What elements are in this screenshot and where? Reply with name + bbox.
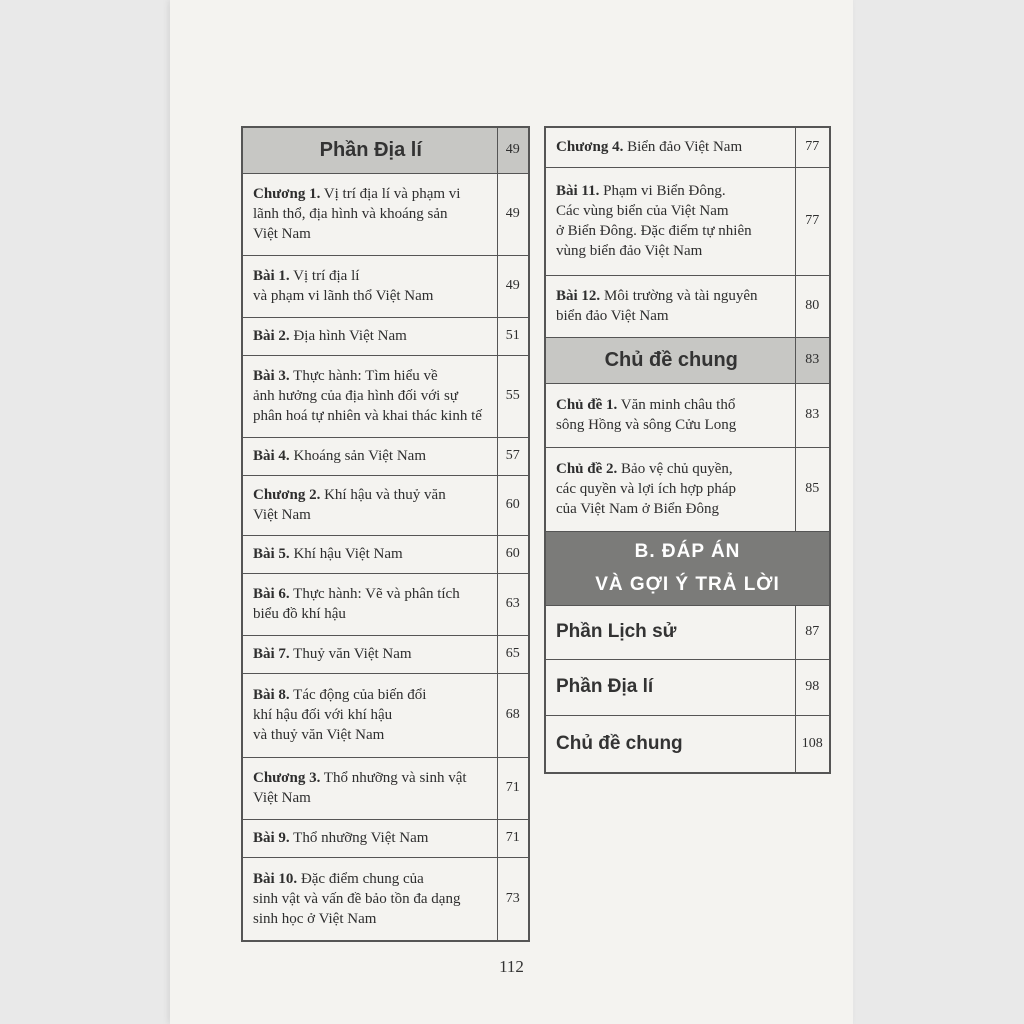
toc-table-right [544, 126, 831, 774]
entry-label: Chương 4. [556, 139, 624, 156]
page-ref: 49 [497, 173, 529, 255]
page-ref: 68 [497, 673, 529, 757]
page-ref: 63 [497, 573, 529, 635]
page-ref: 65 [497, 635, 529, 673]
toc-row [545, 659, 830, 715]
toc-section-header [545, 337, 830, 383]
toc-row [242, 317, 529, 355]
page-ref: 55 [497, 355, 529, 437]
toc-row [545, 383, 830, 447]
toc-row [545, 167, 830, 275]
entry-text: Thực hành: Vẽ và phân tích biểu đồ khí hậu [253, 586, 460, 622]
section-title: Chủ đề chung [545, 337, 795, 383]
toc-row [242, 857, 529, 941]
entry-text: Phạm vi Biển Đông. Các vùng biển của Việt Nam ở Biển Đông. Đặc điểm tự nhiên vùng biển đảo Việt Nam [556, 183, 752, 259]
page-ref: 51 [497, 317, 529, 355]
page-ref: 87 [795, 605, 830, 659]
toc-row [242, 355, 529, 437]
entry-text: Biển đảo Việt Nam [623, 139, 743, 156]
entry-text: Vị trí địa lí và phạm vi lãnh thổ Việt Nam [253, 268, 434, 304]
entry-label: Chương 2. [253, 487, 321, 503]
page-ref: 73 [497, 857, 529, 941]
entry-label: Chương 3. [253, 770, 321, 786]
entry-label: Bài 12. [556, 288, 601, 304]
entry-title: Phần Địa lí [545, 659, 795, 715]
entry-label: Bài 5. [253, 546, 290, 562]
page-ref: 60 [497, 535, 529, 573]
page-ref: 71 [497, 757, 529, 819]
entry-label: Chủ đề 2. [556, 461, 618, 477]
page-ref: 71 [497, 819, 529, 857]
entry-text: Môi trường và tài nguyên biển đảo Việt Nam [556, 288, 758, 324]
toc-row [242, 437, 529, 475]
entry-text: Thổ nhưỡng Việt Nam [289, 830, 429, 846]
page-ref: 77 [795, 127, 830, 167]
toc-section-header [242, 127, 529, 173]
entry-label: Bài 7. [253, 646, 290, 662]
toc-row [242, 173, 529, 255]
page-ref: 98 [795, 659, 830, 715]
book-page [170, 0, 853, 1024]
entry-text: Đặc điểm chung của sinh vật và vấn đề bảo tồn đa dạng sinh học ở Việt Nam [253, 870, 461, 927]
entry-text: Bảo vệ chủ quyền, các quyền và lợi ích hợp pháp của Việt Nam ở Biển Đông [556, 461, 736, 517]
toc-row [242, 673, 529, 757]
toc-row [545, 605, 830, 659]
page-ref: 57 [497, 437, 529, 475]
section-title: Phần Địa lí [242, 127, 497, 173]
page-ref: 83 [795, 383, 830, 447]
toc-table-left [241, 126, 530, 942]
entry-text: Khí hậu và thuỷ văn Việt Nam [253, 487, 446, 523]
entry-title: Chủ đề chung [545, 715, 795, 773]
toc-row [242, 255, 529, 317]
entry-text: Thổ nhưỡng và sinh vật Việt Nam [253, 770, 467, 806]
page-ref: 83 [795, 337, 830, 383]
entry-text: Tác động của biến đổi khí hậu đối với khí hậu và thuỷ văn Việt Nam [253, 687, 427, 743]
entry-label: Bài 1. [253, 268, 290, 284]
toc-row [545, 715, 830, 773]
page-ref: 49 [497, 127, 529, 173]
page-ref: 60 [497, 475, 529, 535]
entry-text: Thuỷ văn Việt Nam [289, 646, 412, 662]
entry-title: Phần Lịch sử [545, 605, 795, 659]
entry-label: Bài 8. [253, 687, 290, 703]
entry-label: Bài 2. [253, 328, 290, 344]
toc-row [242, 535, 529, 573]
entry-label: Bài 3. [253, 368, 290, 384]
toc-row [545, 447, 830, 531]
page-ref: 77 [795, 167, 830, 275]
toc-row [242, 475, 529, 535]
toc-row [545, 275, 830, 337]
entry-text: Văn minh châu thổ sông Hồng và sông Cửu Long [556, 397, 737, 433]
page-ref: 85 [795, 447, 830, 531]
toc-row [242, 635, 529, 673]
entry-label: Bài 11. [556, 183, 600, 199]
toc-row [242, 573, 529, 635]
page-number: 112 [499, 957, 524, 976]
entry-text: Khoáng sản Việt Nam [289, 448, 426, 464]
page-ref: 108 [795, 715, 830, 773]
entry-text: Thực hành: Tìm hiểu về ảnh hưởng của địa hình đối với sự phân hoá tự nhiên và khai thác kinh tế [253, 368, 482, 424]
entry-label: Bài 4. [253, 448, 290, 464]
entry-text: Địa hình Việt Nam [289, 328, 407, 344]
answers-title: B. ĐÁP ÁN VÀ GỢI Ý TRẢ LỜI [545, 531, 830, 605]
entry-text: Khí hậu Việt Nam [289, 546, 403, 562]
entry-text: Vị trí địa lí và phạm vi lãnh thổ, địa hình và khoáng sản Việt Nam [253, 186, 461, 242]
page-ref: 80 [795, 275, 830, 337]
entry-label: Bài 9. [253, 830, 290, 846]
toc-row [545, 127, 830, 167]
answers-header [545, 531, 830, 605]
entry-label: Bài 6. [253, 586, 290, 602]
entry-label: Chủ đề 1. [556, 397, 618, 413]
toc-row [242, 757, 529, 819]
page-ref: 49 [497, 255, 529, 317]
entry-label: Bài 10. [253, 870, 298, 887]
toc-row [242, 819, 529, 857]
entry-label: Chương 1. [253, 186, 321, 202]
